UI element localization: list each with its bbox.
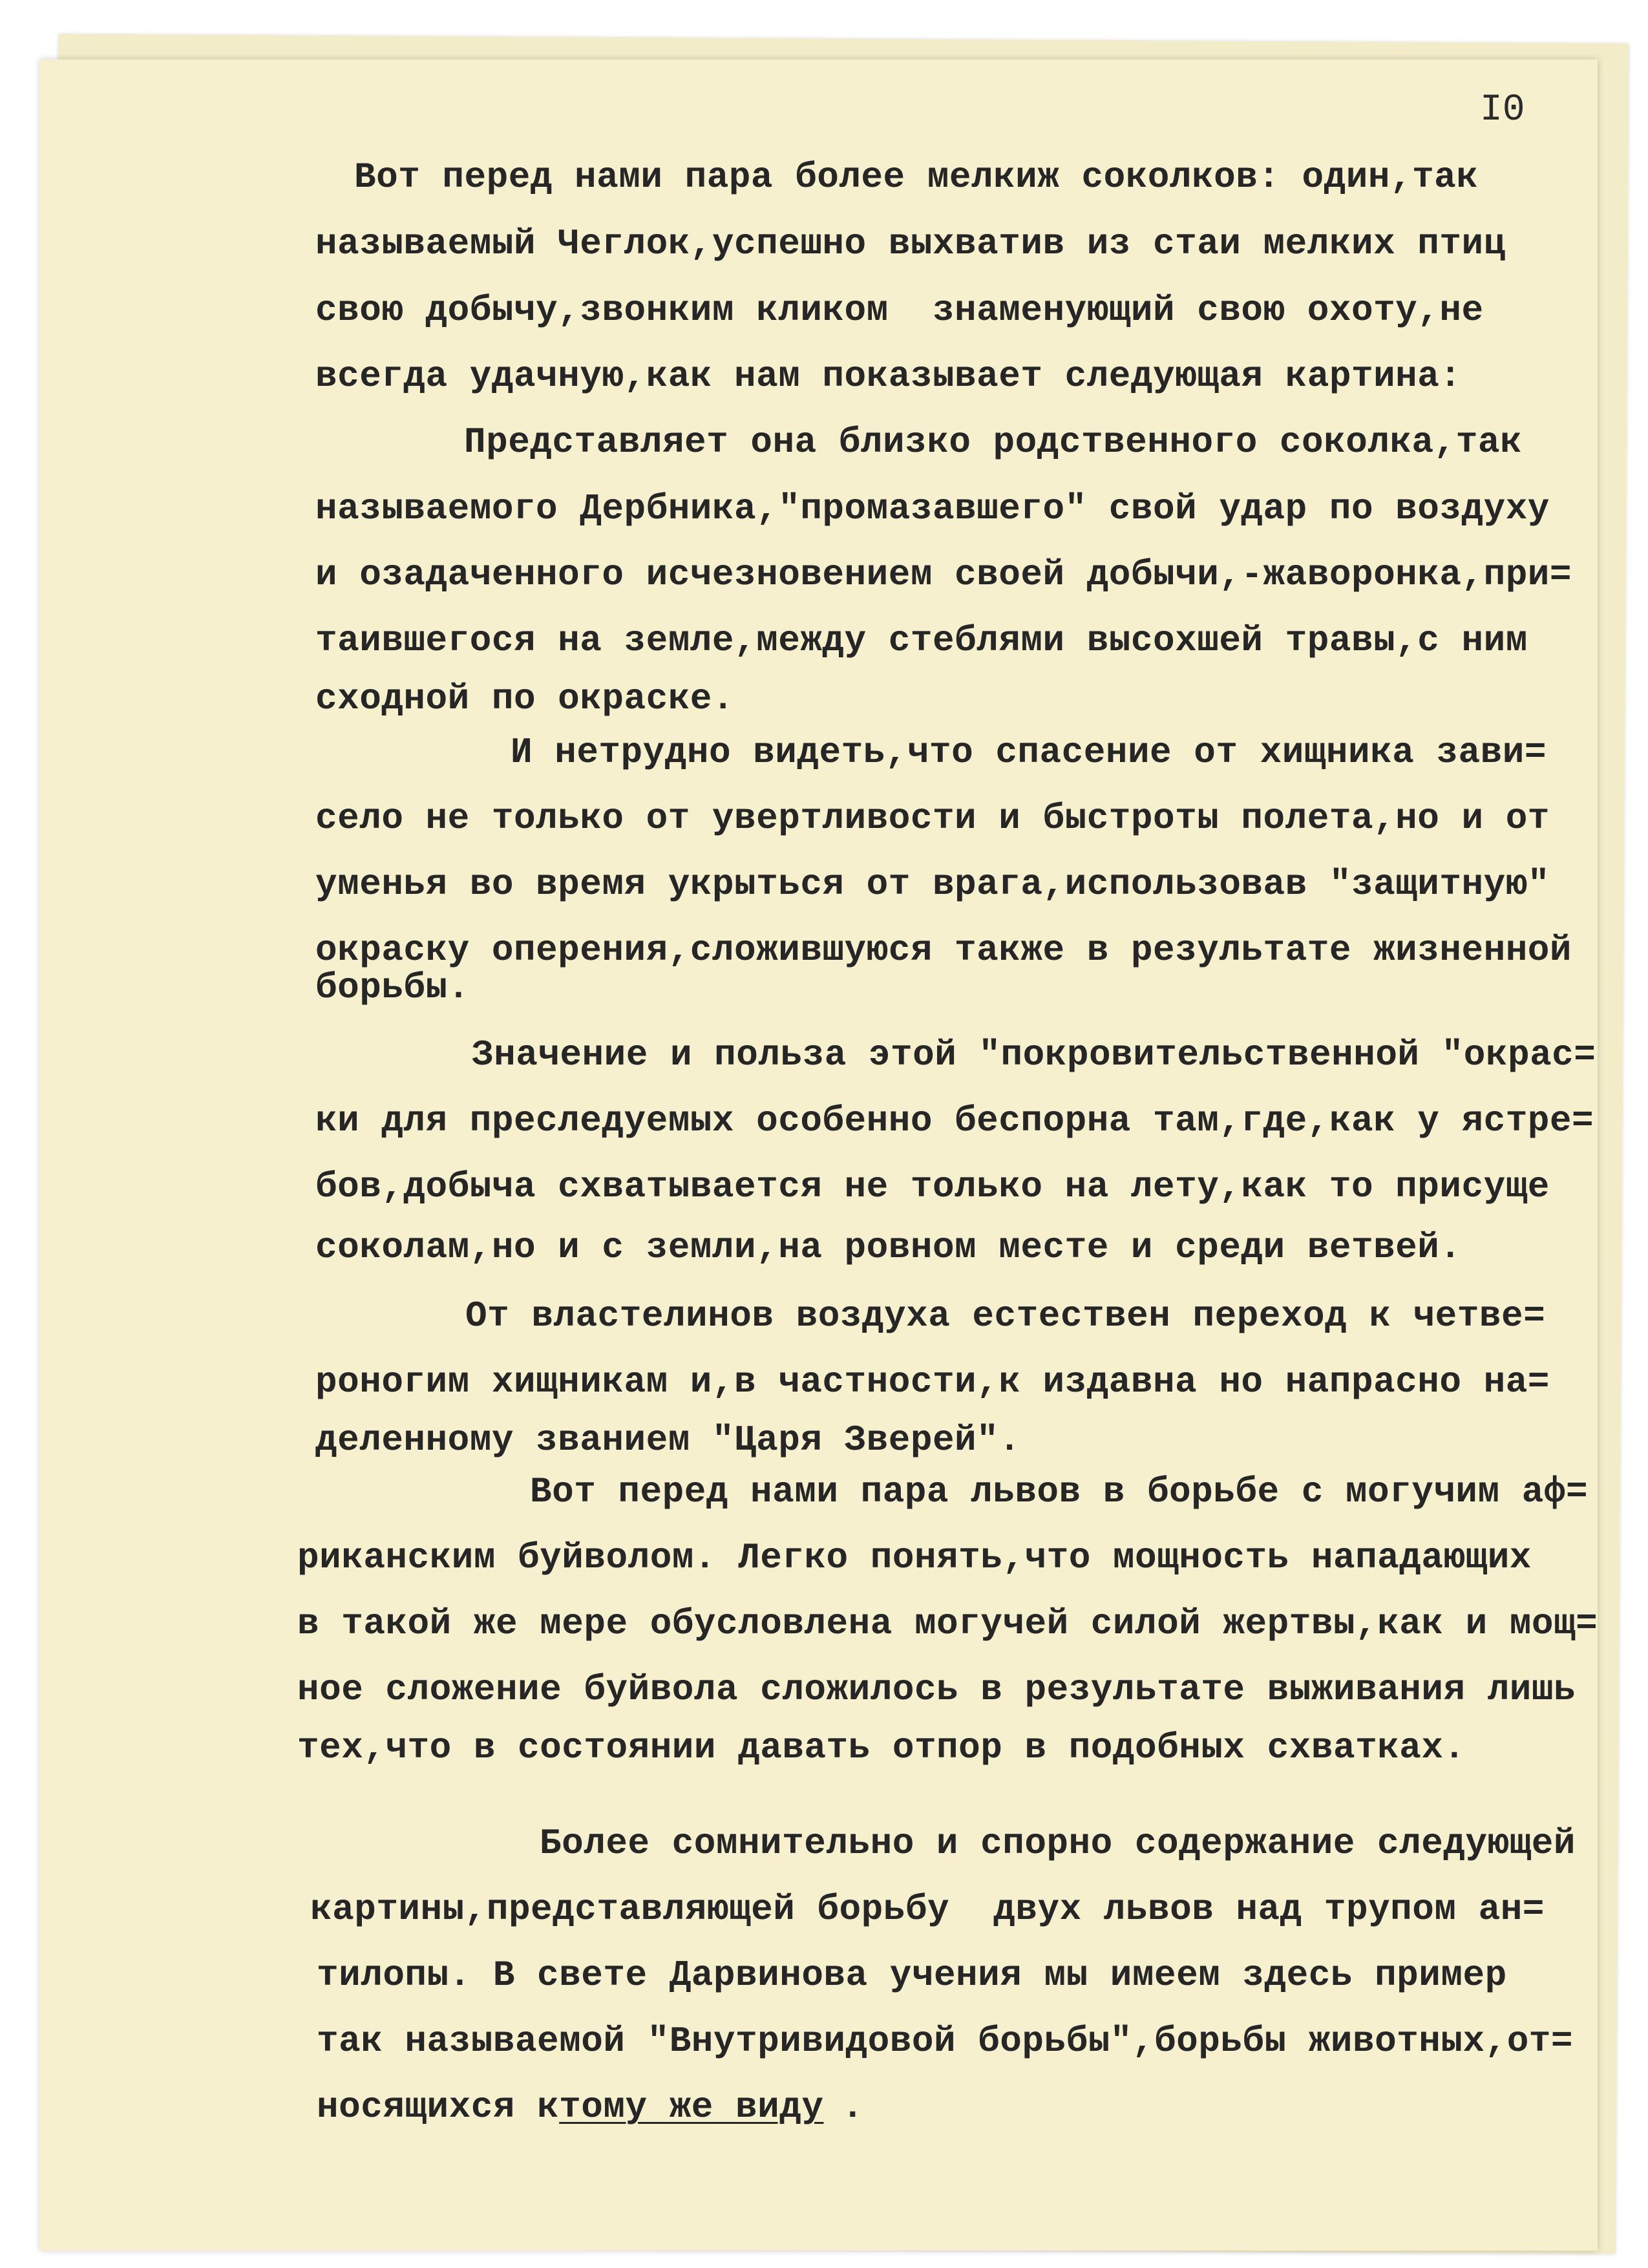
text-line: тех,что в состоянии давать отпор в подобных схватках. [297,1727,1466,1768]
text-line: От властелинов воздуха естествен переход к четве= [465,1295,1546,1337]
text-line: уменья во время укрыться от врага,использовав "защитную" [315,864,1550,905]
text-line: в такой же мере обусловлена могучей силой жертвы,как и мощ= [297,1603,1598,1644]
text-line: сходной по окраске. [315,678,735,719]
text-line: риканским буйволом. Легко понять,что мощность нападающих [297,1537,1532,1578]
text-line: бов,добыча схватывается не только на лету,как то присуще [315,1166,1550,1207]
text-line: всегда удачную,как нам показывает следующая картина: [315,355,1462,397]
text-line: таившегося на земле,между стеблями высохшей травы,с ним [315,620,1528,661]
text-line: роногим хищникам и,в частности,к издавна но напрасно на= [315,1361,1550,1403]
text-line: Более сомнительно и спорно содержание следующей [540,1823,1576,1864]
text-line: тилопы. В свете Дарвинова учения мы имеем здесь пример [317,1955,1507,1996]
text-line: Вот перед нами пара львов в борьбе с могучим аф= [530,1471,1589,1512]
text-line: соколам,но и с земли,на ровном месте и среди ветвей. [315,1227,1462,1268]
text-line: борьбы. [315,967,470,1008]
text-line: И нетрудно видеть,что спасение от хищника зави= [511,732,1547,773]
text-line: Значение и польза этой "покровительственной "окрас= [472,1034,1596,1076]
text-line: картины,представляющей борьбу двух львов над трупом ан= [310,1889,1545,1930]
text-line: Вот перед нами пара более мелкиж соколков: один,так [354,156,1479,198]
page-number: I0 [1480,89,1525,131]
text-line: так называемой "Внутривидовой борьбы",борьбы животных,от= [317,2020,1574,2062]
text-line: ки для преследуемых особенно беспорна там,где,как у ястре= [315,1100,1594,1141]
text-line: называемый Чеглок,успешно выхватив из стаи мелких птиц [315,223,1506,264]
text-line: окраску оперения,сложившуюся также в результате жизненной [315,929,1572,971]
underlined-phrase: тому же виду [559,2086,824,2128]
text-line: село не только от увертливости и быстроты полета,но и от [315,798,1550,839]
text-line: Представляет она близко родственного соколка,так [464,421,1523,463]
text-line: свою добычу,звонким кликом знаменующий свою охоту,не [315,290,1484,331]
text-line: называемого Дербника,"промазавшего" свой удар по воздуху [315,488,1550,529]
text-line: и озадаченного исчезновением своей добычи,-жаворонка,при= [315,554,1572,595]
last-line-start: носящихся к [317,2086,560,2128]
last-line-end: . [841,2086,864,2128]
text-line-last [317,2086,864,2128]
text-line: деленному званием "Царя Зверей". [315,1419,1021,1461]
text-line: ное сложение буйвола сложилось в результате выживания лишь [297,1669,1576,1710]
